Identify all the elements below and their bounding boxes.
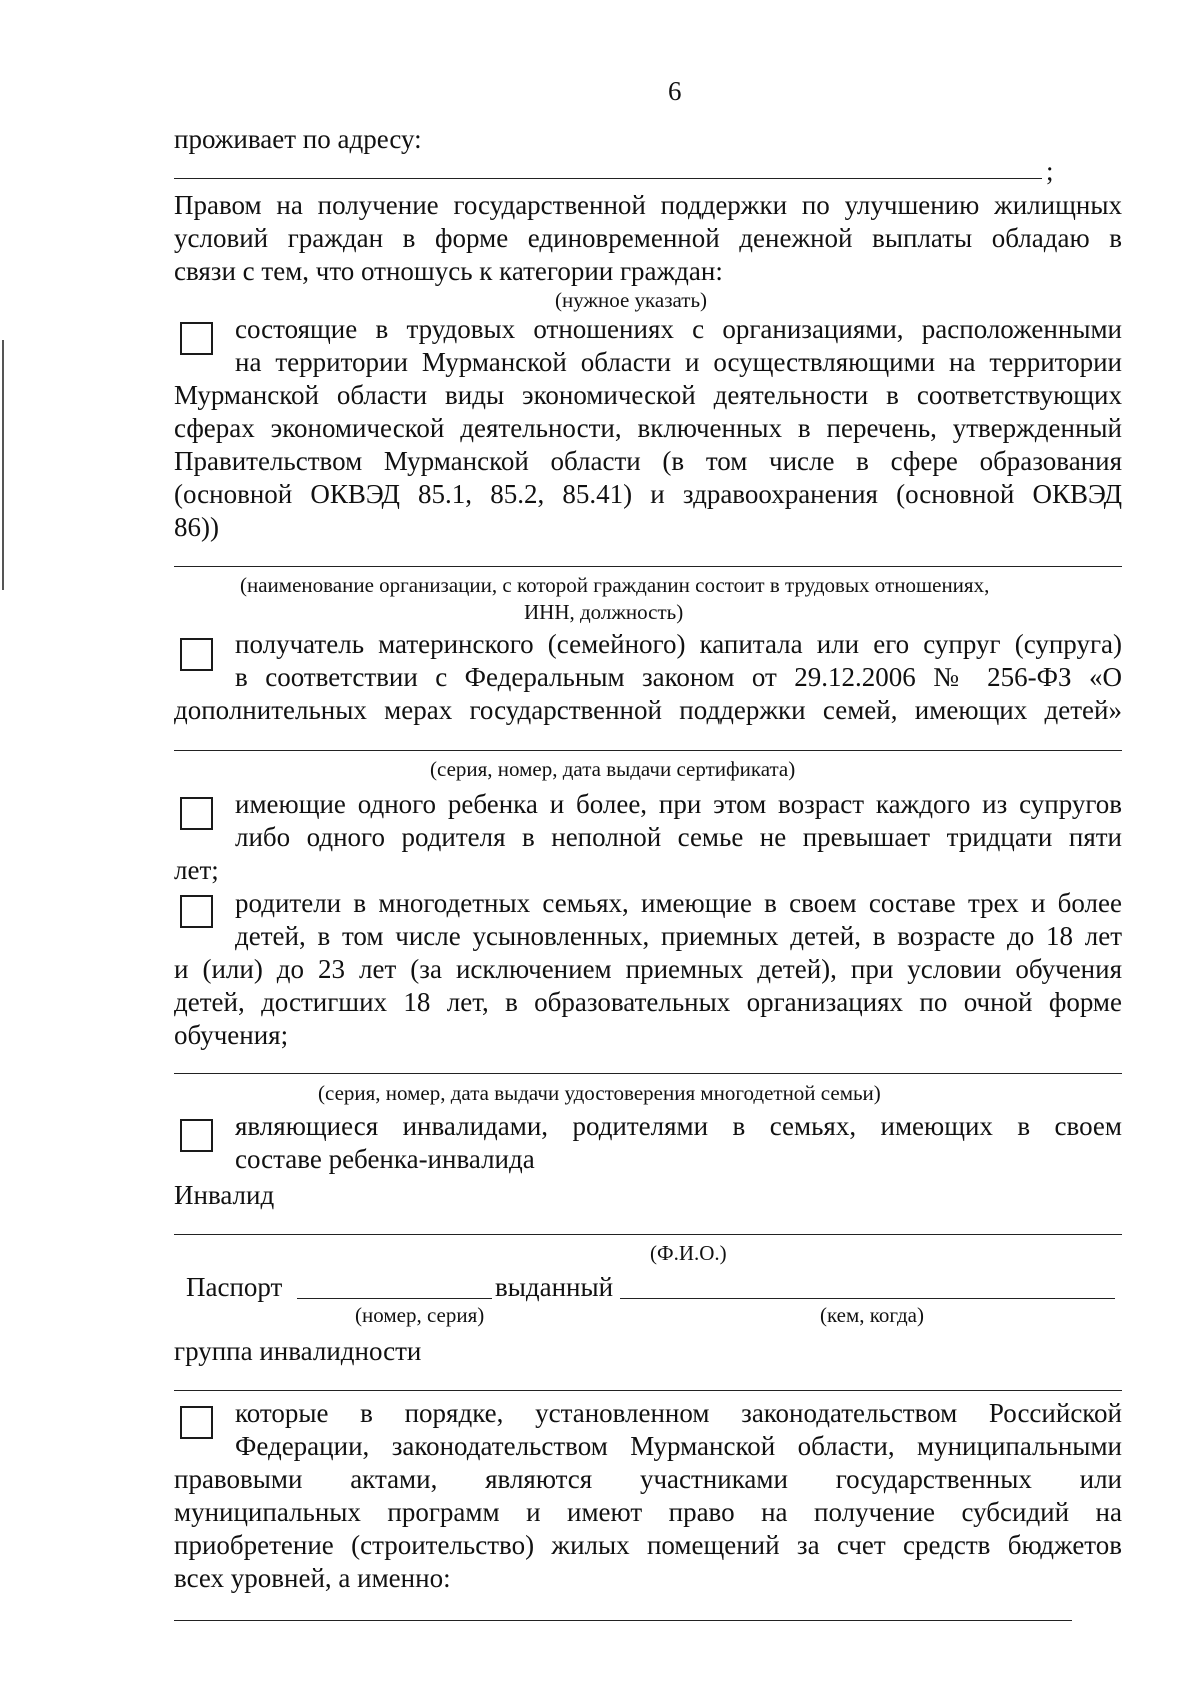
- category-1-checkbox[interactable]: [180, 322, 213, 355]
- cat5-line-1: являющиеся инвалидами, родителями в семьях, имеющих в своем: [235, 1111, 1122, 1141]
- organization-line[interactable]: [174, 566, 1122, 567]
- programs-line[interactable]: [174, 1620, 1072, 1621]
- intro-line-3: связи с тем, что отношусь к категории граждан:: [174, 256, 723, 286]
- category-6-checkbox[interactable]: [180, 1406, 213, 1439]
- cat3-line-2: либо одного родителя в неполной семье не превышает тридцати пяти: [235, 822, 1122, 852]
- intro-line-2: условий граждан в форме единовременной денежной выплаты обладаю в: [174, 223, 1122, 253]
- cat6-line-1: которые в порядке, установленном законодательством Российской: [235, 1398, 1122, 1428]
- fio-caption: (Ф.И.О.): [650, 1241, 727, 1265]
- large-family-certificate-line[interactable]: [174, 1073, 1122, 1074]
- category-4-checkbox[interactable]: [180, 895, 213, 928]
- address-label: проживает по адресу:: [174, 124, 422, 154]
- issued-caption: (кем, когда): [820, 1303, 924, 1327]
- cat1-line-3: Мурманской области виды экономической деятельности в соответствующих: [174, 380, 1122, 410]
- passport-label: Паспорт: [186, 1272, 283, 1302]
- cat2-line-2: в соответствии с Федеральным законом от 29.12.2006 № 256-ФЗ «О: [235, 662, 1122, 692]
- fio-line[interactable]: [174, 1234, 1122, 1235]
- disability-group-line[interactable]: [174, 1390, 1122, 1391]
- category-3-checkbox[interactable]: [180, 797, 213, 830]
- passport-number-line[interactable]: [297, 1298, 492, 1299]
- cat1-caption-2: ИНН, должность): [524, 600, 684, 624]
- certificate-line[interactable]: [174, 750, 1122, 751]
- cat1-line-5: Правительством Мурманской области (в том числе в сфере образования: [174, 446, 1122, 476]
- cat4-line-3: и (или) до 23 лет (за исключением приемных детей), при условии обучения: [174, 954, 1122, 984]
- address-end-mark: ;: [1046, 156, 1054, 186]
- passport-caption: (номер, серия): [355, 1303, 485, 1327]
- page-number: 6: [668, 76, 682, 106]
- cat4-line-1: родители в многодетных семьях, имеющие в своем составе трех и более: [235, 888, 1122, 918]
- cat2-line-3: дополнительных мерах государственной поддержки семей, имеющих детей»: [174, 695, 1122, 725]
- invalid-label: Инвалид: [174, 1180, 275, 1210]
- cat5-line-2: составе ребенка-инвалида: [235, 1144, 535, 1174]
- cat1-line-6: (основной ОКВЭД 85.1, 85.2, 85.41) и здравоохранения (основной ОКВЭД: [174, 479, 1122, 509]
- intro-line-1: Правом на получение государственной поддержки по улучшению жилищных: [174, 190, 1122, 220]
- cat1-line-4: сферах экономической деятельности, включенных в перечень, утвержденный: [174, 413, 1122, 443]
- scan-edge-mark: [2, 340, 4, 590]
- cat4-caption: (серия, номер, дата выдачи удостоверения многодетной семьи): [318, 1081, 881, 1105]
- cat2-line-1: получатель материнского (семейного) капитала или его супруг (супруга): [235, 629, 1122, 659]
- address-line[interactable]: [174, 178, 1042, 179]
- cat2-caption: (серия, номер, дата выдачи сертификата): [430, 757, 796, 781]
- cat3-line-3: лет;: [174, 855, 219, 885]
- cat4-line-5: обучения;: [174, 1020, 289, 1050]
- cat4-line-2: детей, в том числе усыновленных, приемных детей, в возрасте до 18 лет: [235, 921, 1122, 951]
- cat6-line-5: приобретение (строительство) жилых помещений за счет средств бюджетов: [174, 1530, 1122, 1560]
- cat6-line-4: муниципальных программ и имеют право на получение субсидий на: [174, 1497, 1122, 1527]
- category-5-checkbox[interactable]: [180, 1119, 213, 1152]
- cat1-caption-1: (наименование организации, с которой гражданин состоит в трудовых отношениях,: [240, 573, 990, 597]
- issued-by-line[interactable]: [620, 1298, 1115, 1299]
- intro-note: (нужное указать): [555, 288, 708, 312]
- cat3-line-1: имеющие одного ребенка и более, при этом возраст каждого из супругов: [235, 789, 1122, 819]
- cat6-line-2: Федерации, законодательством Мурманской области, муниципальными: [235, 1431, 1122, 1461]
- category-2-checkbox[interactable]: [180, 638, 213, 671]
- cat6-line-6: всех уровней, а именно:: [174, 1563, 451, 1593]
- cat1-line-7: 86)): [174, 512, 219, 542]
- disability-group-label: группа инвалидности: [174, 1336, 422, 1366]
- issued-label: выданный: [495, 1272, 614, 1302]
- cat1-line-1: состоящие в трудовых отношениях с организациями, расположенными: [235, 314, 1122, 344]
- cat6-line-3: правовыми актами, являются участниками государственных или: [174, 1464, 1122, 1494]
- cat1-line-2: на территории Мурманской области и осуществляющими на территории: [235, 347, 1122, 377]
- cat4-line-4: детей, достигших 18 лет, в образовательных организациях по очной форме: [174, 987, 1122, 1017]
